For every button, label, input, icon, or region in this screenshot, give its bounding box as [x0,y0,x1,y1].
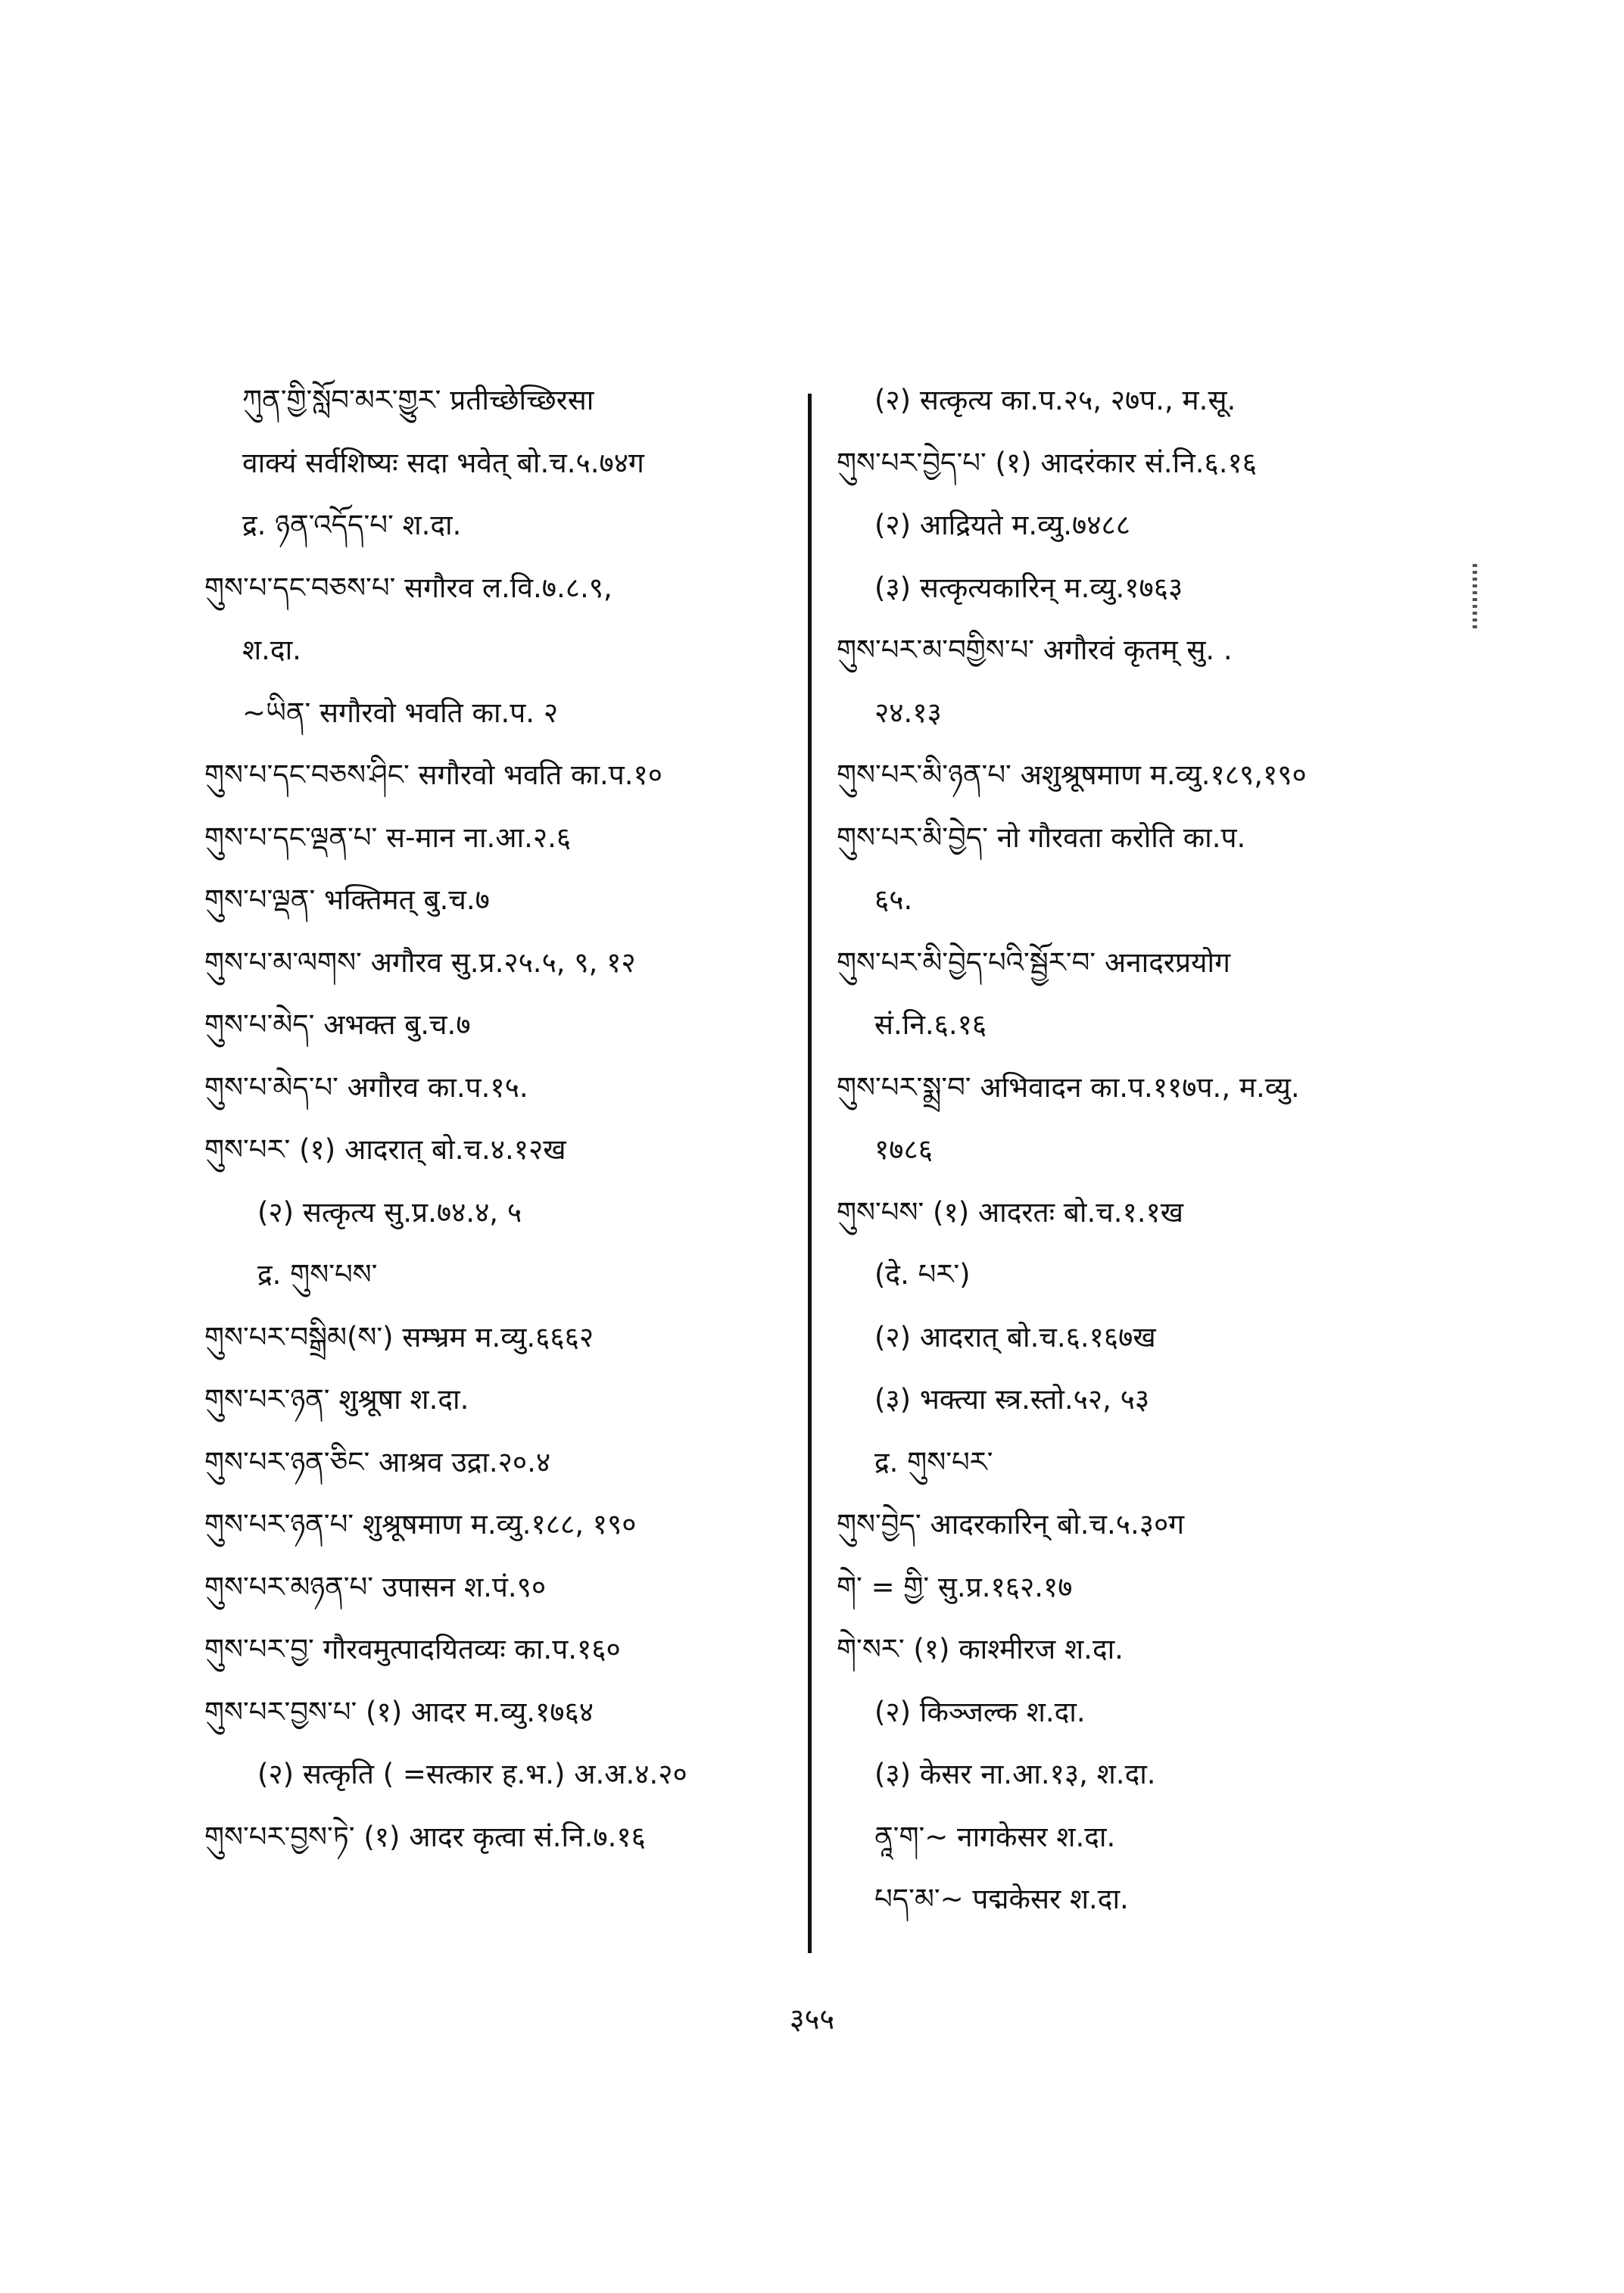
right-entry-line: པད་མ་~ पद्मकेसर श.दा. [874,1883,1129,1915]
right-entry-line: (२) सत्कृत्य का.प.२५, २७प., म.सू. [874,384,1236,416]
left-entry-line: གུས་པར་ཉན་ शुश्रूषा श.दा. [204,1383,469,1416]
right-entry-line: གུས་པས་ (१) आदरतः बो.च.१.१ख [837,1195,1184,1229]
left-entry-line: གུས་པར་བསྒྲིམ(ས་) सम्भ्रम म.व्यु.६६६२ [204,1320,594,1354]
left-entry-line: གུས་པར་བྱས་པ་ (१) आदर म.व्यु.१७६४ [204,1695,594,1728]
column-divider [808,394,812,1953]
right-entry-line: གུས་པར་མི་ཉན་པ་ अशुश्रूषमाण म.व्यु.१८९,१९० [837,759,1307,791]
left-entry-line: वाक्यं सर्वशिष्यः सदा भवेत् बो.च.५.७४ग [242,446,644,479]
left-entry-line: གུས་པར་ (१) आदरात् बो.च.४.१२ख [204,1133,566,1166]
left-entry-line: ཀུན་གྱི་སློབ་མར་གྱུར་ प्रतीच्छेच्छिरसा [242,384,594,416]
right-entry-line: གུས་པར་བྱེད་པ་ (१) आदरंकार सं.नि.६.१६ [837,446,1257,479]
right-entry-line: (३) भक्त्या स्त्र.स्तो.५२, ५३ [874,1383,1150,1416]
right-entry-line: གུས་བྱེད་ आदरकारिन् बो.च.५.३०ग [837,1508,1185,1541]
margin-dots [1473,564,1477,632]
right-entry-line: १७८६ [874,1133,933,1166]
right-entry-line: २४.१३ [874,696,942,729]
left-entry-line: གུས་པ་དང་བཅས་པ་ सगौरव ल.वि.७.८.९, [204,571,613,604]
right-entry-line: གུས་པར་མི་བྱེད་ नो गौरवता करोति का.प. [837,821,1246,854]
right-entry-line: གེ་ = གྱི་ सु.प्र.१६२.१७ [837,1570,1073,1603]
right-entry-line: (दे. པར་) [874,1258,971,1291]
left-entry-line: द्र. ཉན་འདོད་པ་ श.दा. [242,509,462,541]
right-entry-line: (३) केसर ना.आ.१३, श.दा. [874,1758,1156,1790]
left-entry-line: གུས་པ་དང་ལྡན་པ་ स-मान ना.आ.२.६ [204,821,572,854]
left-entry-line: གུས་པ་མ་ལགས་ अगौरव सु.प्र.२५.५, ९, १२ [204,946,636,979]
left-entry-line: (२) सत्कृति ( =सत्कार ह.भ.) अ.अ.४.२० [257,1758,687,1790]
right-entry-line: सं.नि.६.१६ [874,1008,987,1041]
left-entry-line: གུས་པར་མཉན་པ་ उपासन श.पं.९० [204,1570,547,1603]
left-entry-line: གུས་པར་བྱས་ཏེ་ (१) आदर कृत्वा सं.नि.७.१६ [204,1820,646,1853]
page-number: ३५५ [789,2002,835,2036]
left-entry-line: (२) सत्कृत्य सु.प्र.७४.४, ५ [257,1195,522,1229]
right-entry-line: གུས་པར་མ་བགྱིས་པ་ अगौरवं कृतम् सु. . [837,634,1233,666]
left-entry-line: ~ཡིན་ सगौरवो भवति का.प. २ [242,696,559,729]
right-entry-line: གུས་པར་མི་བྱེད་པའི་སྦྱོར་བ་ अनादरप्रयोग [837,946,1230,979]
left-entry-line: གུས་པ་མེད་པ་ अगौरव का.प.१५. [204,1070,528,1104]
right-entry-line: ནཱ་ག་~ नागकेसर श.दा. [874,1820,1116,1853]
left-entry-line: གུས་པ་མེད་ अभक्त बु.च.७ [204,1008,471,1041]
left-entry-line: द्र. གུས་པས་ [257,1258,378,1291]
left-entry-line: གུས་པར་ཉན་ཅིང་ आश्रव उद्रा.२०.४ [204,1445,551,1478]
right-entry-line: (२) आदरात् बो.च.६.१६७ख [874,1320,1156,1354]
left-entry-line: གུས་པ་ལྡན་ भक्तिमत् बु.च.७ [204,883,490,916]
left-entry-line: གུས་པར་ཉན་པ་ शुश्रूषमाण म.व्यु.१८८, १९० [204,1508,637,1541]
right-entry-line: (३) सत्कृत्यकारिन् म.व्यु.१७६३ [874,571,1183,604]
right-entry-line: (२) किञ्जल्क श.दा. [874,1695,1086,1728]
left-entry-line: གུས་པ་དང་བཅས་ཤིང་ सगौरवो भवति का.प.१० [204,759,662,791]
right-entry-line: द्र. གུས་པར་ [874,1445,993,1478]
left-entry-line: གུས་པར་བྱ་ गौरवमुत्पादयितव्यः का.प.१६० [204,1633,621,1665]
right-entry-line: གེ་སར་ (१) काश्मीरज श.दा. [837,1633,1124,1665]
left-entry-line: श.दा. [242,634,301,666]
right-entry-line: ६५. [874,883,913,916]
right-entry-line: གུས་པར་སྨྲ་བ་ अभिवादन का.प.११७प., म.व्यु. [837,1070,1300,1104]
right-entry-line: (२) आद्रियते म.व्यु.७४८८ [874,509,1130,541]
